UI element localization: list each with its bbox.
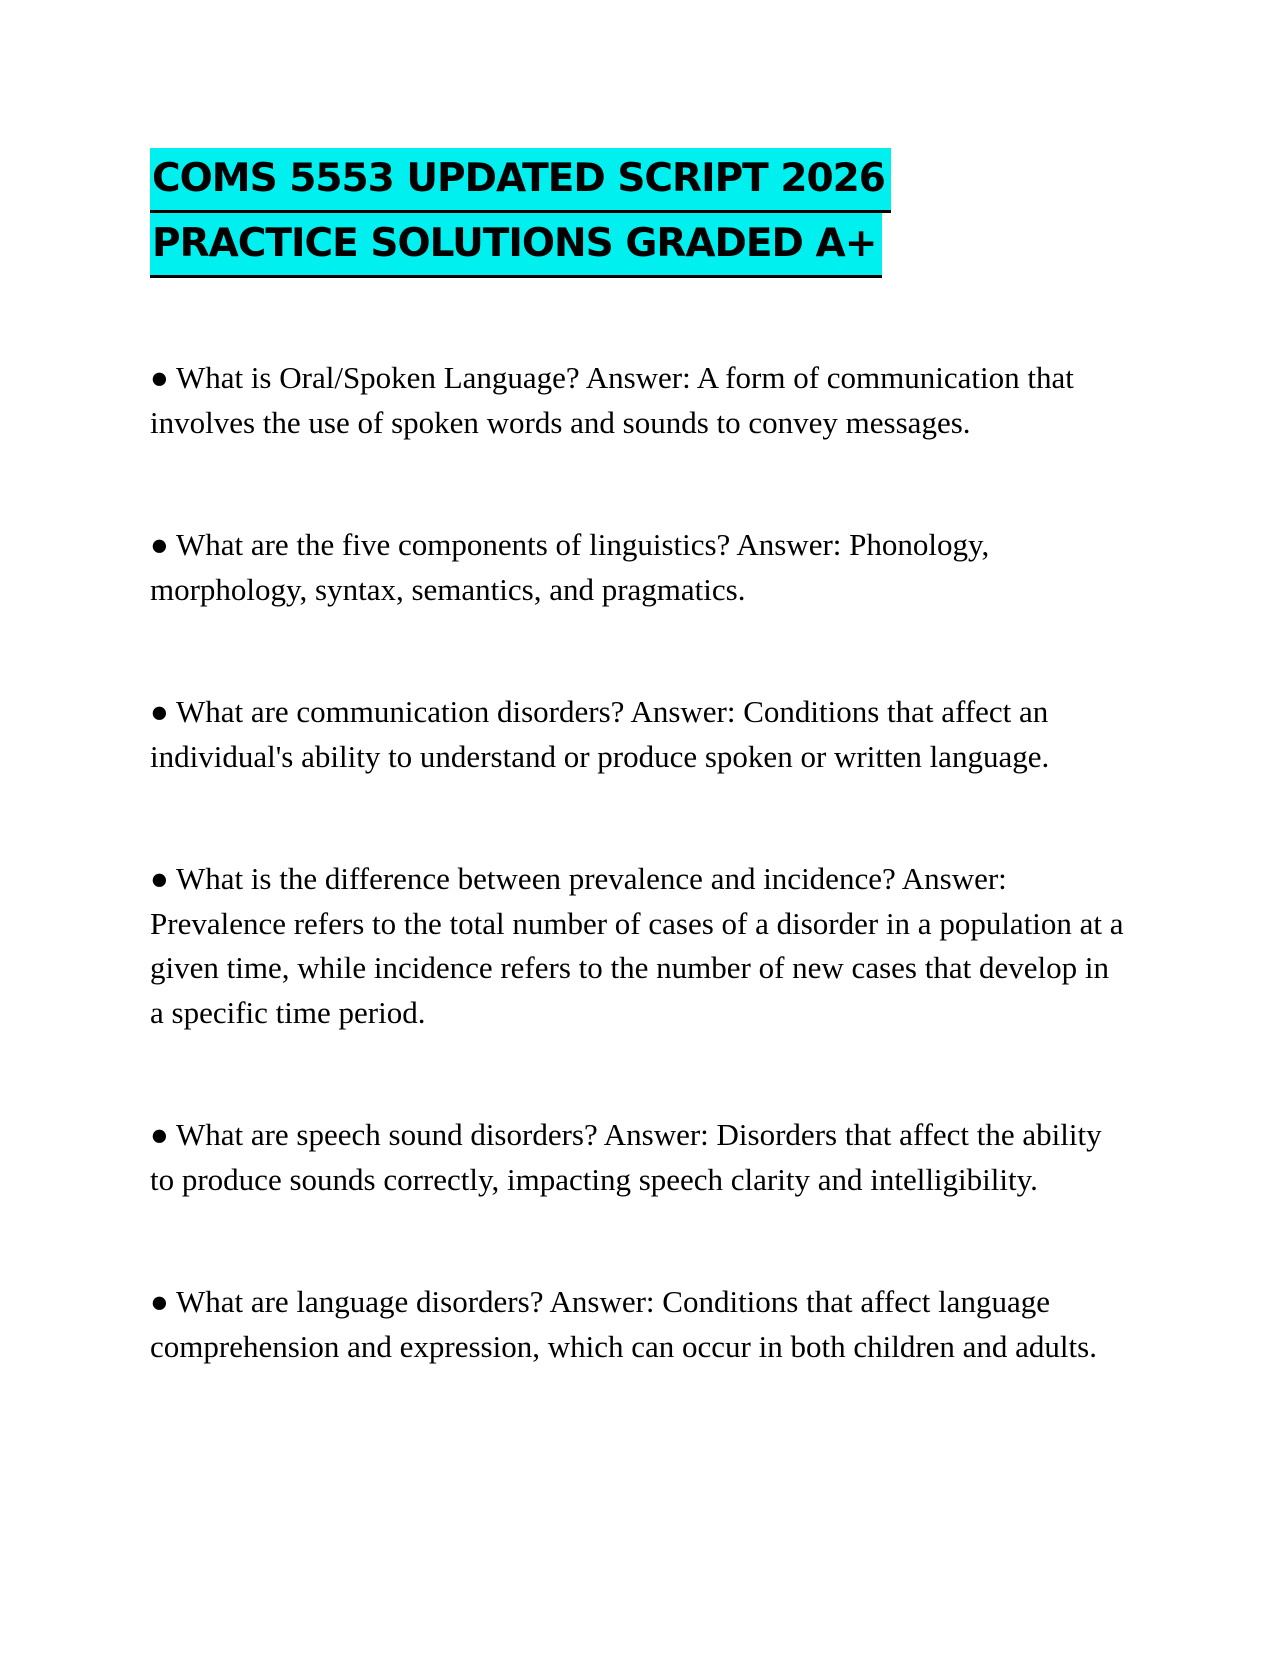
title-line-2: PRACTICE SOLUTIONS GRADED A+ — [150, 213, 882, 278]
document-title — [150, 148, 1110, 278]
qa-text: What are communication disorders? Answer: Conditions that affect an individual's ability to understand or produce spoken or written language. — [150, 694, 1050, 774]
list-item — [150, 857, 1130, 1035]
bullet-icon: ● — [150, 1117, 169, 1152]
bullet-icon: ● — [150, 694, 169, 729]
question-answer-list — [150, 356, 1130, 1369]
qa-text: What are speech sound disorders? Answer: Disorders that affect the ability to produce sounds correctly, impacting speech clarity and intelligibility. — [150, 1117, 1102, 1197]
list-item — [150, 356, 1130, 445]
qa-text: What is Oral/Spoken Language? Answer: A form of communication that involves the use of spoken words and sounds to convey messages. — [150, 360, 1074, 440]
qa-text: What is the difference between prevalence and incidence? Answer: Prevalence refers to the total number of cases of a disorder in a population at a given time, while incidence refers to the number of new cases that develop in a specific time period. — [150, 861, 1124, 1030]
qa-text: What are language disorders? Answer: Conditions that affect language comprehension and expression, which can occur in both children and adults. — [150, 1284, 1097, 1364]
bullet-icon: ● — [150, 1284, 169, 1319]
bullet-icon: ● — [150, 360, 169, 395]
bullet-icon: ● — [150, 527, 169, 562]
qa-text: What are the five components of linguistics? Answer: Phonology, morphology, syntax, semantics, and pragmatics. — [150, 527, 990, 607]
list-item — [150, 690, 1130, 779]
list-item — [150, 1113, 1130, 1202]
list-item — [150, 1280, 1130, 1369]
list-item — [150, 523, 1130, 612]
bullet-icon: ● — [150, 861, 169, 896]
title-line-1: COMS 5553 UPDATED SCRIPT 2026 — [150, 148, 891, 213]
